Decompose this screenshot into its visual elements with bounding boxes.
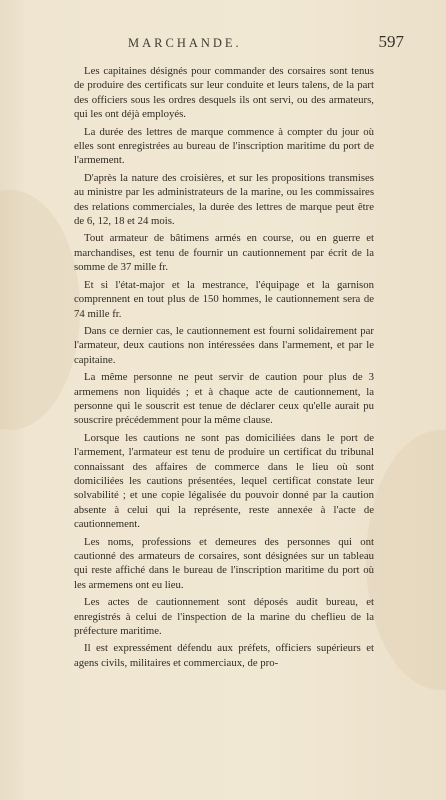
paragraph: Dans ce dernier cas, le cautionnement est fourni solidairement par l'armateur, deux cautions non intéressées dans l'armement, et par le capitaine. bbox=[74, 324, 374, 366]
paragraph: Les capitaines désignés pour commander des corsaires sont tenus de produire des certificats sur leur conduite et leurs talens, de la part des officiers sous les ordres desquels ils ont servi, ou des armateurs, qui les ont déjà employés. bbox=[74, 65, 374, 121]
running-head bbox=[60, 32, 404, 54]
paper-stain bbox=[0, 190, 80, 430]
paragraph: La durée des lettres de marque commence à compter du jour où elles sont enregistrées au bureau de l'inscription maritime du port de l'armement. bbox=[74, 125, 374, 167]
paragraph: D'après la nature des croisières, et sur les propositions transmises au ministre par les administrateurs de la marine, ou les commissaires des relations commerciales, la durée des lettres de marque peut être de 6, 12, 18 et 24 mois. bbox=[74, 171, 374, 228]
paragraph: Lorsque les cautions ne sont pas domiciliées dans le port de l'armement, l'armateur est tenu de produire un certificat du tribunal connaissant des affaires de commerce dans le lieu où sont domiciliées les cautions présentées, lequel certificat constate leur solvabilité ; et une copie légalisée du pouvoir donné par la caution absente à celui qui la représente, reste annexée à l'acte de cautionnement. bbox=[74, 431, 374, 531]
paragraph: Les actes de cautionnement sont déposés audit bureau, et enregistrés à celui de l'inspection de la marine du cheflieu de la préfecture maritime. bbox=[74, 596, 374, 638]
paragraph: Les noms, professions et demeures des personnes qui ont cautionné des armateurs de corsaires, sont désignées sur un tableau qui reste affiché dans le bureau de l'inscription maritime du port où les armemens ont eu lieu. bbox=[74, 535, 374, 591]
running-head-title: MARCHANDE. bbox=[128, 36, 242, 50]
paragraph: Il est expressément défendu aux préfets, officiers supérieurs et agens civils, militaires et commerciaux, de pro- bbox=[74, 642, 374, 669]
body-text bbox=[74, 64, 374, 673]
paragraph: Tout armateur de bâtimens armés en course, ou en guerre et marchandises, est tenu de fournir un cautionnement par écrit de la somme de 37 mille fr. bbox=[74, 232, 374, 274]
paragraph: La même personne ne peut servir de caution pour plus de 3 armemens non liquidés ; et à chaque acte de cautionnement, la personne qui le souscrit est tenue de déclarer ceux qu'elle aurait pu souscrire précédemment pour la même clause. bbox=[74, 371, 374, 427]
paper-stain bbox=[366, 430, 446, 690]
paragraph: Et si l'état-major et la mestrance, l'équipage et la garnison comprennent en tout plus de 150 hommes, le cautionnement sera de 74 mille fr. bbox=[74, 278, 374, 320]
page-number: 597 bbox=[378, 32, 404, 51]
